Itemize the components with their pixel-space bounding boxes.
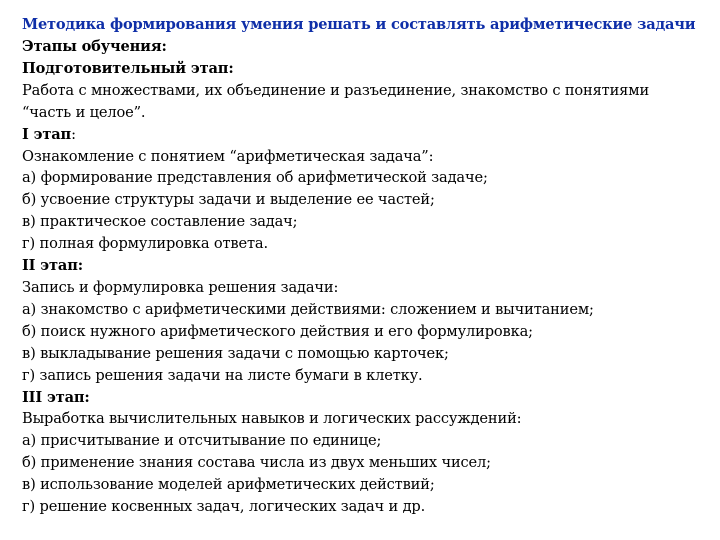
slide-title: Методика формирования умения решать и составлять арифметические задачи [22, 16, 696, 33]
stage1-line: а) формирование представления об арифметической задаче; [22, 169, 488, 187]
stage1-heading-colon: : [71, 125, 76, 143]
stage2-line: Запись и формулировка решения задачи: [22, 278, 339, 296]
stage2-line: а) знакомство с арифметическими действиями: сложением и вычитанием; [22, 300, 594, 318]
prep-stage-line: “часть и целое”. [22, 103, 146, 121]
stage3-line: а) присчитывание и отсчитывание по единице; [22, 432, 382, 450]
stage2-line: г) запись решения задачи на листе бумаги в клетку. [22, 366, 423, 384]
stage3-line: б) применение знания состава числа из двух меньших чисел; [22, 454, 491, 472]
stage2-heading: II этап: [22, 257, 83, 275]
stage3-line: в) использование моделей арифметических действий; [22, 476, 435, 494]
stage2-line: в) выкладывание решения задачи с помощью карточек; [22, 344, 449, 362]
stage2-line: б) поиск нужного арифметического действия и его формулировка; [22, 322, 533, 340]
prep-stage-line: Работа с множествами, их объединение и разъединение, знакомство с понятиями [22, 81, 650, 99]
stage1-heading-row [22, 124, 698, 146]
stage1-line: б) усвоение структуры задачи и выделение ее частей; [22, 191, 435, 209]
prep-stage-heading: Подготовительный этап: [22, 59, 234, 77]
stage1-line: г) полная формулировка ответа. [22, 235, 268, 253]
stage3-line: Выработка вычислительных навыков и логических рассуждений: [22, 410, 522, 428]
stage3-heading: III этап: [22, 388, 90, 406]
stage3-line: г) решение косвенных задач, логических задач и др. [22, 498, 426, 516]
subtitle: Этапы обучения: [22, 38, 167, 55]
stage1-heading: I этап [22, 125, 72, 143]
stage1-line: Ознакомление с понятием “арифметическая задача”: [22, 147, 434, 165]
stage1-line: в) практическое составление задач; [22, 213, 298, 231]
